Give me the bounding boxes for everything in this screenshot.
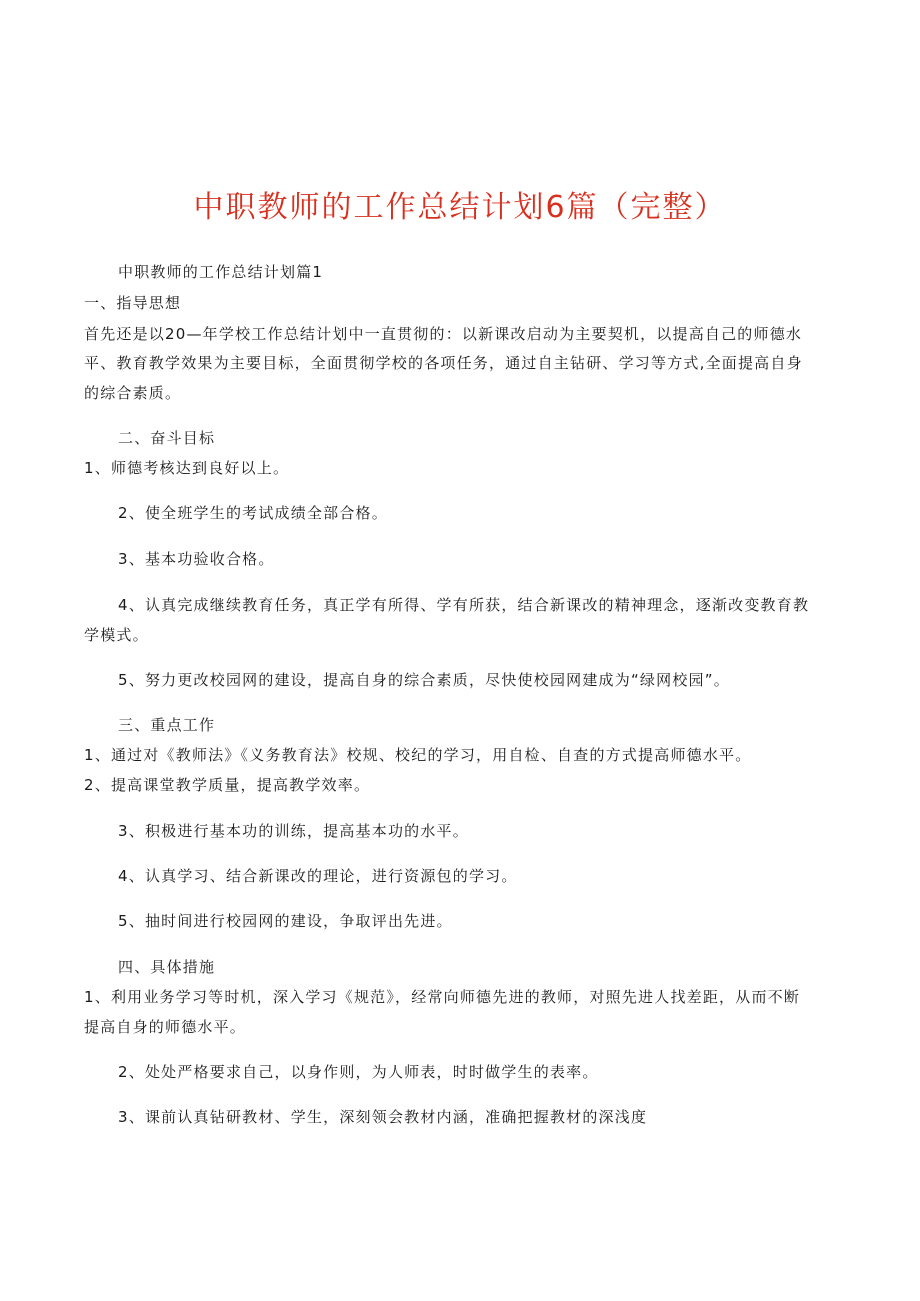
list-item: 5、努力更改校园网的建设，提高自身的综合素质，尽快使校园网建成为“绿网校园”。 [118, 671, 730, 689]
list-item: 1、利用业务学习等时机，深入学习《规范》，经常向师德先进的教师，对照先进人找差距，从而不断 [84, 988, 801, 1006]
paragraph-line: 首先还是以20—年学校工作总结计划中一直贯彻的：以新课改启动为主要契机，以提高自己的师德水 [84, 325, 803, 343]
list-item: 5、抽时间进行校园网的建设，争取评出先进。 [118, 912, 453, 930]
list-item: 2、使全班学生的考试成绩全部合格。 [118, 504, 388, 522]
paragraph-line: 平、教育教学效果为主要目标，全面贯彻学校的各项任务，通过自主钻研、学习等方式,全面提高自身 [84, 354, 803, 372]
list-item: 2、提高课堂教学质量，提高教学效率。 [84, 776, 371, 794]
list-item: 1、通过对《教师法》《义务教育法》校规、校纪的学习，用自检、自查的方式提高师德水平。 [84, 746, 752, 764]
list-item: 3、基本功验收合格。 [118, 550, 275, 568]
section-heading-measures: 四、具体措施 [118, 958, 216, 976]
list-item: 4、认真学习、结合新课改的理论，进行资源包的学习。 [118, 867, 518, 885]
document-title: 中职教师的工作总结计划6篇（完整） [193, 190, 727, 225]
list-item-continued: 学模式。 [84, 626, 149, 644]
list-item-continued: 提高自身的师德水平。 [84, 1018, 247, 1036]
list-item: 1、师德考核达到良好以上。 [84, 459, 290, 477]
list-item: 3、积极进行基本功的训练，提高基本功的水平。 [118, 822, 469, 840]
section-heading-key-work: 三、重点工作 [118, 716, 216, 734]
list-item: 3、课前认真钻研教材、学生，深刻领会教材内涵，准确把握教材的深浅度 [118, 1108, 648, 1126]
section-heading-guiding-ideology: 一、指导思想 [84, 294, 182, 312]
list-item: 2、处处严格要求自己，以身作则，为人师表，时时做学生的表率。 [118, 1063, 599, 1081]
paragraph-line: 的综合素质。 [84, 384, 182, 402]
section-heading-article-1: 中职教师的工作总结计划篇1 [118, 263, 324, 281]
section-heading-goals: 二、奋斗目标 [118, 429, 216, 447]
list-item: 4、认真完成继续教育任务，真正学有所得、学有所获，结合新课改的精神理念，逐渐改变教育教 [118, 596, 810, 614]
